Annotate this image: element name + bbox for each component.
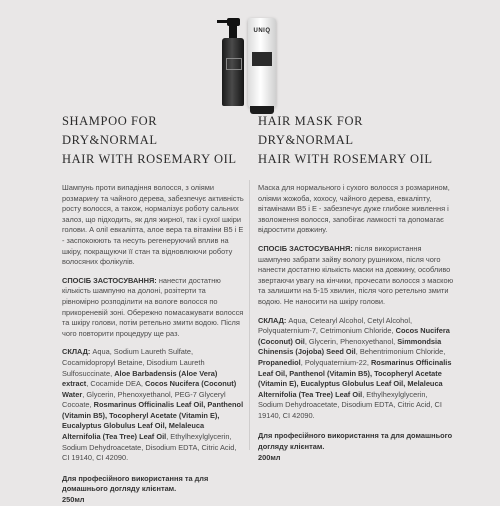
shampoo-usage-text: нанести достатню кількість шампуню на долоні, розітерти та рівномірно розподілити на вологе волосся по прикореневій зоні. Обережно помасажувати волосся та шкіру голови, потім ретельно змити водою. Після чого повторити процедуру ще раз. xyxy=(62,275,244,338)
shampoo-footer xyxy=(62,474,244,506)
ingredient-run: Aloe Barbadensis (Aloe Vera) extract xyxy=(62,368,218,389)
ingredient-run: Rosmarinus Officinalis Leaf Oil, Panthenol (Vitamin B5), Tocopheryl Acetate (Vitamin E), Eucalyptus Globulus Leaf Oil, Melaleuca Alternifolia (Tea Tree) Leaf Oil xyxy=(62,400,244,442)
shampoo-title xyxy=(62,112,244,169)
hair-mask-usage xyxy=(258,244,454,308)
hair-mask-composition-label: СКЛАД: xyxy=(258,315,287,325)
hair-mask-footer-line2: догляду клієнтам. xyxy=(258,442,325,452)
ingredient-run: , Polyquaternium-22, xyxy=(300,357,371,367)
shampoo-title-line2: HAIR WITH ROSEMARY OIL xyxy=(62,152,237,166)
hair-mask-column xyxy=(250,112,454,463)
hair-mask-title xyxy=(258,112,454,169)
hair-mask-volume: 200мл xyxy=(258,452,281,462)
ingredient-run: Propanediol xyxy=(258,357,301,367)
shampoo-column xyxy=(62,112,244,506)
shampoo-usage-label: СПОСІБ ЗАСТОСУВАННЯ: xyxy=(62,275,157,285)
ingredient-run: Aqua, Cetearyl Alcohol, Cetyl Alcohol, Polyquaternium-7, Cetrimonium Chloride, xyxy=(258,315,413,336)
ingredient-run: , Behentrimonium Chloride, xyxy=(355,347,446,357)
hair-mask-tube-image xyxy=(248,18,276,108)
hair-mask-footer-line1: Для професійного використання та для домашнього xyxy=(258,431,453,441)
shampoo-footer-line1: Для професійного використання та для xyxy=(62,473,209,483)
hair-mask-description: Маска для нормального і сухого волосся з розмарином, оліями жожоба, хохосу, чайного дерева, евкаліпту, вітамінами B5 і E - забезпечує дуже глибоке живлення і зволоження волосся, запобігає ламкості та допомагає відростити довжину. xyxy=(258,183,450,235)
product-photo xyxy=(212,10,288,110)
shampoo-description: Шампунь проти випадіння волосся, з оліями розмарину та чайного дерева, забезпечує активність росту волосся, а також, нормалізує роботу сальних залоз, що підходить, як для жирної, так і сухої шкіри голови. А олії евкаліпта, алое вера та вітаміни B5 і E - заспокоюють та несуть регенеруючий вплив на шкіру, покращуючи її стан та відновлюючи роботу волосяних фолікулів. xyxy=(62,183,244,267)
shampoo-composition-label: СКЛАД: xyxy=(62,347,91,357)
hair-mask-usage-text: після використання шампуню забрати зайву вологу рушником, після чого нанести достатню кількість маски на довжину, особливо звертаючи увагу на кінчики, прочесати волосся з маскою та залишити на 5-15 хвилин, після чого ретельно змити водою. Не наносити на шкіру голови. xyxy=(258,243,454,306)
ingredient-run: Cocos Nucifera (Coconut) Water xyxy=(62,379,237,399)
ingredient-run: Aqua, Sodium Laureth Sulfate, Cocamidopropyl Betaine, Disodium Laureth Sulfosuccinate, xyxy=(62,347,205,378)
hair-mask-composition-text xyxy=(258,316,451,420)
shampoo-bottle-image xyxy=(222,38,244,106)
hair-mask-title-line1: HAIR MASK FOR DRY&NORMAL xyxy=(258,114,364,147)
shampoo-composition xyxy=(62,347,244,464)
ingredient-run: Cocos Nucifera (Coconut) Oil xyxy=(258,326,450,346)
hair-mask-footer xyxy=(258,431,454,463)
ingredient-run: Rosmarinus Officinalis Leaf Oil, Panthenol (Vitamin B5), Tocopheryl Acetate (Vitamin E), Eucalyptus Globulus Leaf Oil, Melaleuca Alternifolia (Tea Tree) Leaf Oil xyxy=(258,357,452,399)
shampoo-composition-text xyxy=(62,347,243,462)
shampoo-footer-line2: домашнього догляду клієнтам. xyxy=(62,484,177,494)
shampoo-usage xyxy=(62,276,244,340)
hair-mask-usage-label: СПОСІБ ЗАСТОСУВАННЯ: xyxy=(258,243,353,253)
tube-brand-label: UNIQ xyxy=(253,28,271,34)
shampoo-volume: 250мл xyxy=(62,495,85,505)
ingredient-run: , Glycerin, Phenoxyethanol, PEG-7 Glyceryl Cocoate, xyxy=(62,389,226,410)
hair-mask-composition xyxy=(258,316,454,422)
ingredient-run: Simmondsia Chinensis (Jojoba) Seed Oil xyxy=(258,336,442,357)
ingredient-run: , Glycerin, Phenoxyethanol, xyxy=(304,336,398,346)
ingredient-run: , Ethylhexylglycerin, Sodium Dehydroacetate, Disodium EDTA, Citric Acid, CI 19140, CI 42090. xyxy=(62,432,237,463)
hair-mask-title-line2: HAIR WITH ROSEMARY OIL xyxy=(258,152,433,166)
ingredient-run: , Ethylhexylglycerin, Sodium Dehydroacetate, Disodium EDTA, Citric Acid, CI 19140, CI 42090. xyxy=(258,389,442,420)
shampoo-title-line1: SHAMPOO FOR DRY&NORMAL xyxy=(62,114,158,147)
ingredient-run: , Cocamide DEA, xyxy=(86,379,145,389)
